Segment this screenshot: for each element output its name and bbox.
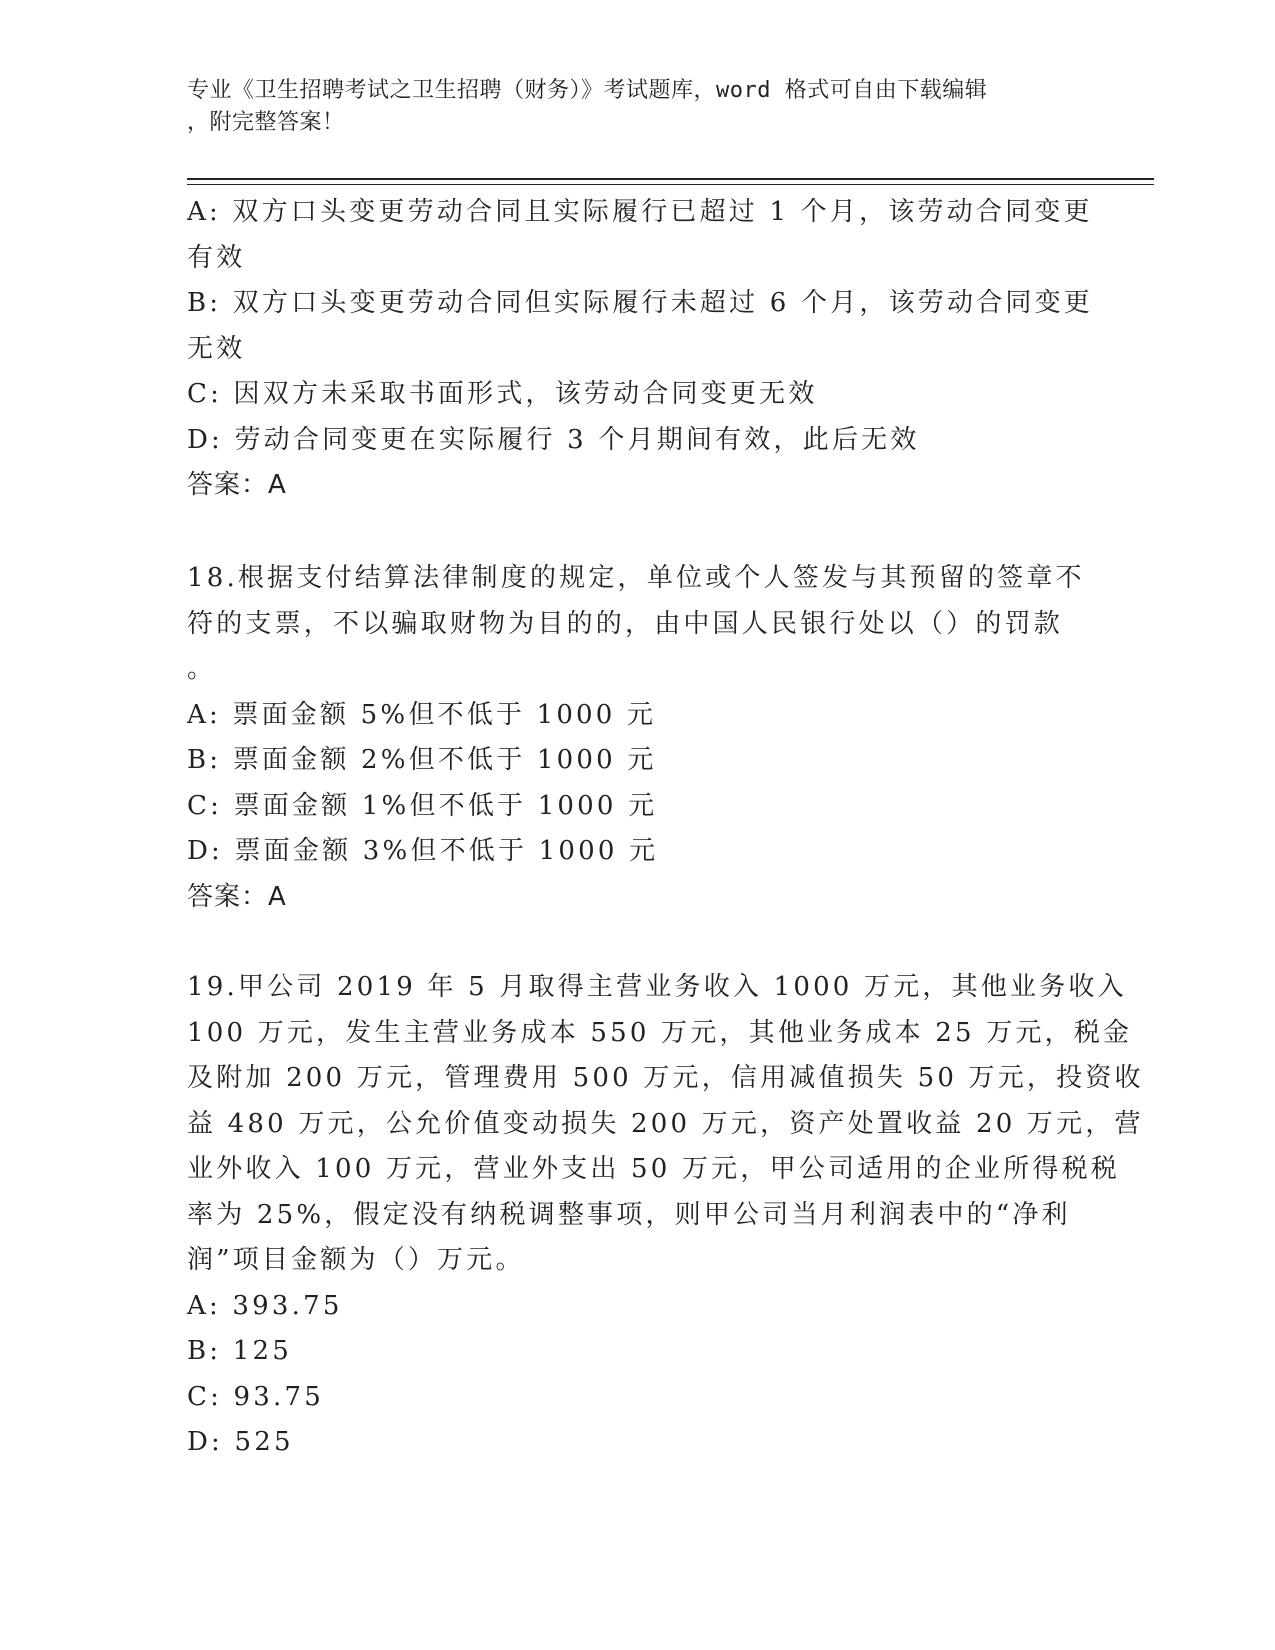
question-stem: 符的支票，不以骗取财物为目的的，由中国人民银行处以（）的罚款	[187, 608, 1064, 639]
question-stem: 100 万元，发生主营业务成本 550 万元，其他业务成本 25 万元，税金	[187, 1017, 1133, 1048]
question-stem: 及附加 200 万元，管理费用 500 万元，信用减值损失 50 万元，投资收	[187, 1063, 1144, 1093]
option-a: A: 393.75	[187, 1290, 343, 1321]
option-d: D: 劳动合同变更在实际履行 3 个月期间有效，此后无效	[187, 424, 920, 455]
option-b: B: 双方口头变更劳动合同但实际履行未超过 6 个月，该劳动合同变更	[187, 288, 1094, 318]
header-divider-thin	[187, 184, 1154, 185]
option-c: C: 因双方未采取书面形式，该劳动合同变更无效	[187, 379, 818, 409]
header-line: 专业《卫生招聘考试之卫生招聘（财务）》考试题库，word 格式可自由下载编辑	[187, 78, 988, 103]
option-b: B: 票面金额 2%但不低于 1000 元	[187, 745, 657, 775]
question-stem: 润”项目金额为（）万元。	[187, 1245, 525, 1275]
question-stem: 业外收入 100 万元，营业外支出 50 万元，甲公司适用的企业所得税税	[187, 1154, 1120, 1184]
question-stem: 。	[187, 654, 217, 684]
question-17-block	[187, 190, 1094, 509]
option-c: C: 93.75	[187, 1381, 324, 1412]
answer-label: 答案：A	[187, 881, 287, 912]
option-c: C: 票面金额 1%但不低于 1000 元	[187, 790, 658, 821]
question-stem: 19.甲公司 2019 年 5 月取得主营业务收入 1000 万元，其他业务收入	[187, 972, 1127, 1002]
option-a-continued: 有效	[187, 242, 246, 273]
question-stem: 益 480 万元，公允价值变动损失 200 万元，资产处置收益 20 万元，营	[187, 1108, 1144, 1139]
option-b: B: 125	[187, 1336, 292, 1366]
question-19-block	[187, 965, 1144, 1466]
question-stem: 18.根据支付结算法律制度的规定，单位或个人签发与其预留的签章不	[187, 563, 1085, 593]
option-d: D: 票面金额 3%但不低于 1000 元	[187, 836, 659, 866]
question-stem: 率为 25%，假定没有纳税调整事项，则甲公司当月利润表中的“净利	[187, 1199, 1071, 1230]
option-a: A: 票面金额 5%但不低于 1000 元	[187, 699, 657, 730]
option-b-continued: 无效	[187, 333, 246, 364]
header-line: ，附完整答案！	[187, 110, 345, 135]
option-d: D: 525	[187, 1427, 294, 1457]
header-divider-thick	[187, 178, 1154, 180]
document-header	[187, 75, 1067, 139]
option-a: A: 双方口头变更劳动合同且实际履行已超过 1 个月，该劳动合同变更	[187, 197, 1093, 227]
answer-label: 答案：A	[187, 470, 287, 500]
question-18-block	[187, 556, 1085, 920]
